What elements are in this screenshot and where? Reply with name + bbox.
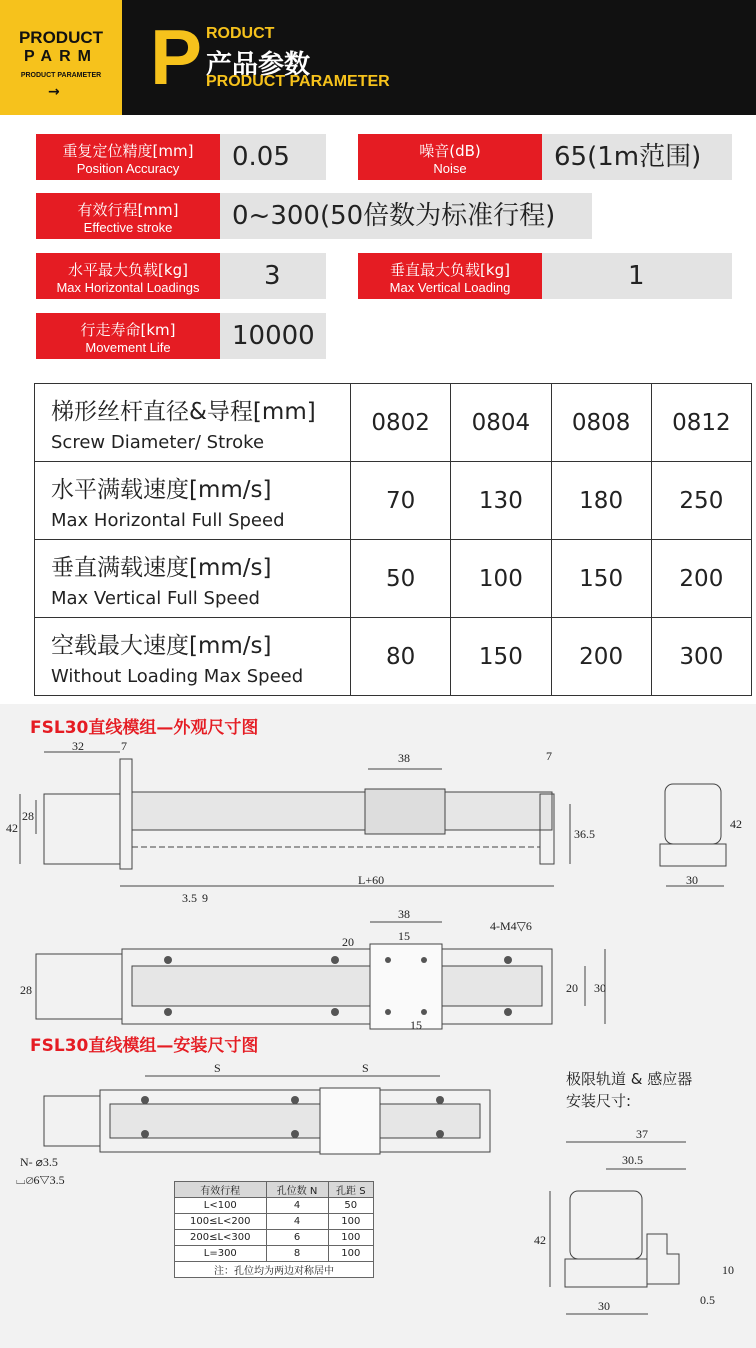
table-cell: 150 (551, 540, 651, 618)
dim-holes: 4-M4▽6 (490, 919, 532, 933)
dim-7-left: 7 (121, 739, 127, 753)
row-en: Max Vertical Full Speed (51, 587, 260, 609)
dim-32: 32 (72, 739, 84, 753)
mount-hole (504, 1008, 512, 1016)
label-cn: 重复定位精度[mm] (62, 142, 194, 160)
spec-label-noise (358, 134, 542, 180)
table-cell: 80 (351, 618, 451, 696)
speed-table (34, 383, 752, 696)
header-title-cn: 产品参数 (206, 50, 311, 80)
table-note: 注：孔位均为两边对称居中 (175, 1262, 374, 1278)
install-hole (141, 1130, 149, 1138)
table-cell: 50 (328, 1198, 373, 1214)
motor-install (44, 1096, 100, 1146)
table-header: 孔距 S (328, 1182, 373, 1198)
dim-30-end: 30 (686, 873, 698, 887)
label-cn: 噪音(dB) (419, 142, 481, 160)
install-hole (291, 1096, 299, 1104)
dim-28: 28 (22, 809, 34, 823)
row-en: Screw Diameter/ Stroke (51, 431, 265, 453)
table-row (175, 1246, 374, 1262)
mount-hole-table (174, 1181, 374, 1278)
table-cell: L<100 (175, 1198, 267, 1214)
dim-20-top: 20 (342, 935, 354, 949)
table-cell: 200 (651, 540, 751, 618)
table-row (35, 618, 752, 696)
table-cell: 300 (651, 618, 751, 696)
carriage-top (370, 944, 442, 1029)
badge-line1: PRODUCT (18, 28, 104, 47)
hole-note-1: N- ⌀3.5 (20, 1155, 58, 1169)
table-cell: 0804 (451, 384, 551, 462)
hole-note-2: ⌴⌀6▽3.5 (16, 1173, 65, 1187)
mount-hole (331, 1008, 339, 1016)
label-en: Movement Life (85, 340, 171, 355)
install-hole (141, 1096, 149, 1104)
label-en: Noise (433, 161, 467, 176)
screw-shaft-top (132, 966, 542, 1006)
sensor-body (570, 1191, 642, 1259)
table-cell: 180 (551, 462, 651, 540)
dim-28-top: 28 (20, 983, 32, 997)
dim-0-5: 0.5 (700, 1293, 715, 1307)
badge-line2: PARM (24, 48, 98, 65)
header-title-en-bottom: PRODUCT PARAMETER (206, 73, 390, 90)
install-hole (291, 1130, 299, 1138)
mount-hole (164, 956, 172, 964)
row-cn: 垂直满载速度[mm/s] (51, 554, 272, 581)
section-title-appearance: FSL30直线模组—外观尺寸图 (30, 718, 259, 738)
table-cell: 130 (451, 462, 551, 540)
install-hole (436, 1096, 444, 1104)
badge-line3: PRODUCT PARAMETER (20, 72, 102, 79)
mount-hole (504, 956, 512, 964)
spec-label-life (36, 313, 220, 359)
dim-l60: L+60 (358, 873, 385, 887)
row-header (35, 540, 351, 618)
motor-top (36, 954, 122, 1019)
table-row (35, 462, 752, 540)
label-cn: 垂直最大负载[kg] (390, 261, 510, 279)
technical-drawings (0, 704, 756, 1348)
table-cell: 250 (651, 462, 751, 540)
table-cell: 100 (328, 1246, 373, 1262)
spec-value-stroke: 0~300(50倍数为标准行程) (220, 193, 592, 239)
sensor-bracket (647, 1234, 679, 1284)
table-header-row (175, 1182, 374, 1198)
table-row (35, 384, 752, 462)
label-cn: 水平最大负载[kg] (68, 261, 188, 279)
dim-37: 37 (636, 1127, 648, 1141)
arrow-right-icon: → (48, 84, 60, 100)
sensor-note-line1: 极限轨道 & 感应器 (566, 1070, 693, 1088)
label-en: Effective stroke (83, 220, 173, 235)
sensor-base (565, 1259, 647, 1287)
dim-s-left: S (214, 1061, 221, 1075)
row-en: Without Loading Max Speed (51, 665, 304, 687)
mount-hole (331, 956, 339, 964)
spec-label-accuracy (36, 134, 220, 180)
end-plate-left (120, 759, 132, 869)
spec-label-v-load (358, 253, 542, 299)
mount-hole (164, 1008, 172, 1016)
motor-side (44, 794, 120, 864)
spec-value-noise: 65(1m范围) (542, 134, 732, 180)
table-row (175, 1262, 374, 1278)
table-row (175, 1198, 374, 1214)
row-cn: 梯形丝杆直径&导程[mm] (51, 398, 316, 425)
table-row (35, 540, 752, 618)
dim-7-right: 7 (546, 749, 552, 763)
table-cell: 100 (328, 1214, 373, 1230)
sensor-note-line2: 安装尺寸: (566, 1092, 632, 1110)
spec-label-h-load (36, 253, 220, 299)
label-cn: 有效行程[mm] (77, 201, 179, 219)
table-header: 有效行程 (175, 1182, 267, 1198)
table-header: 孔位数 N (266, 1182, 328, 1198)
table-cell: 100 (328, 1230, 373, 1246)
row-en: Max Horizontal Full Speed (51, 509, 285, 531)
table-cell: 200 (551, 618, 651, 696)
dim-30-5: 30.5 (622, 1153, 643, 1167)
end-view-base (660, 844, 726, 866)
table-cell: 6 (266, 1230, 328, 1246)
carriage-hole (421, 1009, 427, 1015)
spec-value-life: 10000 (220, 313, 326, 359)
label-en: Position Accuracy (76, 161, 180, 176)
end-view-body (665, 784, 721, 844)
carriage-side (365, 789, 445, 834)
dim-s-right: S (362, 1061, 369, 1075)
spec-value-h-load: 3 (220, 253, 326, 299)
table-cell: 200≤L<300 (175, 1230, 267, 1246)
table-row (175, 1230, 374, 1246)
dim-15-top: 15 (398, 929, 410, 943)
table-row (175, 1214, 374, 1230)
table-cell: 0808 (551, 384, 651, 462)
spec-value-accuracy: 0.05 (220, 134, 326, 180)
carriage-install (320, 1088, 380, 1154)
dim-20-right: 20 (566, 981, 578, 995)
table-cell: 4 (266, 1198, 328, 1214)
table-cell: 0812 (651, 384, 751, 462)
row-cn: 空载最大速度[mm/s] (51, 632, 272, 659)
table-cell: 4 (266, 1214, 328, 1230)
screw-shaft-side (132, 792, 552, 830)
carriage-hole (385, 1009, 391, 1015)
table-cell: 8 (266, 1246, 328, 1262)
label-en: Max Horizontal Loadings (56, 280, 200, 295)
table-cell: 50 (351, 540, 451, 618)
dim-38: 38 (398, 751, 410, 765)
dim-38-top: 38 (398, 907, 410, 921)
table-cell: 100 (451, 540, 551, 618)
row-header (35, 618, 351, 696)
dim-42-sensor: 42 (534, 1233, 546, 1247)
dim-3-5: 3.5 (182, 891, 197, 905)
big-p-logo: P (150, 13, 203, 101)
product-parm-badge (0, 0, 122, 115)
label-cn: 行走寿命[km] (80, 321, 176, 339)
label-en: Max Vertical Loading (389, 280, 511, 295)
table-cell: 0802 (351, 384, 451, 462)
section-title-install: FSL30直线模组—安装尺寸图 (30, 1036, 259, 1056)
row-header (35, 384, 351, 462)
header-banner (0, 0, 756, 115)
header-title-en-top: RODUCT (206, 25, 275, 42)
table-cell: 150 (451, 618, 551, 696)
carriage-hole (385, 957, 391, 963)
dim-30-right: 30 (594, 981, 606, 995)
dim-10: 10 (722, 1263, 734, 1277)
dim-42: 42 (6, 821, 18, 835)
spec-value-v-load: 1 (542, 253, 732, 299)
table-cell: 70 (351, 462, 451, 540)
install-hole (436, 1130, 444, 1138)
spec-label-stroke (36, 193, 220, 239)
carriage-hole (421, 957, 427, 963)
table-cell: L=300 (175, 1246, 267, 1262)
dim-30-sensor: 30 (598, 1299, 610, 1313)
dim-9: 9 (202, 891, 208, 905)
row-header (35, 462, 351, 540)
table-cell: 100≤L<200 (175, 1214, 267, 1230)
dim-42-end: 42 (730, 817, 742, 831)
dim-15-bottom: 15 (410, 1018, 422, 1032)
row-cn: 水平满载速度[mm/s] (51, 476, 272, 503)
dim-36-5: 36.5 (574, 827, 595, 841)
